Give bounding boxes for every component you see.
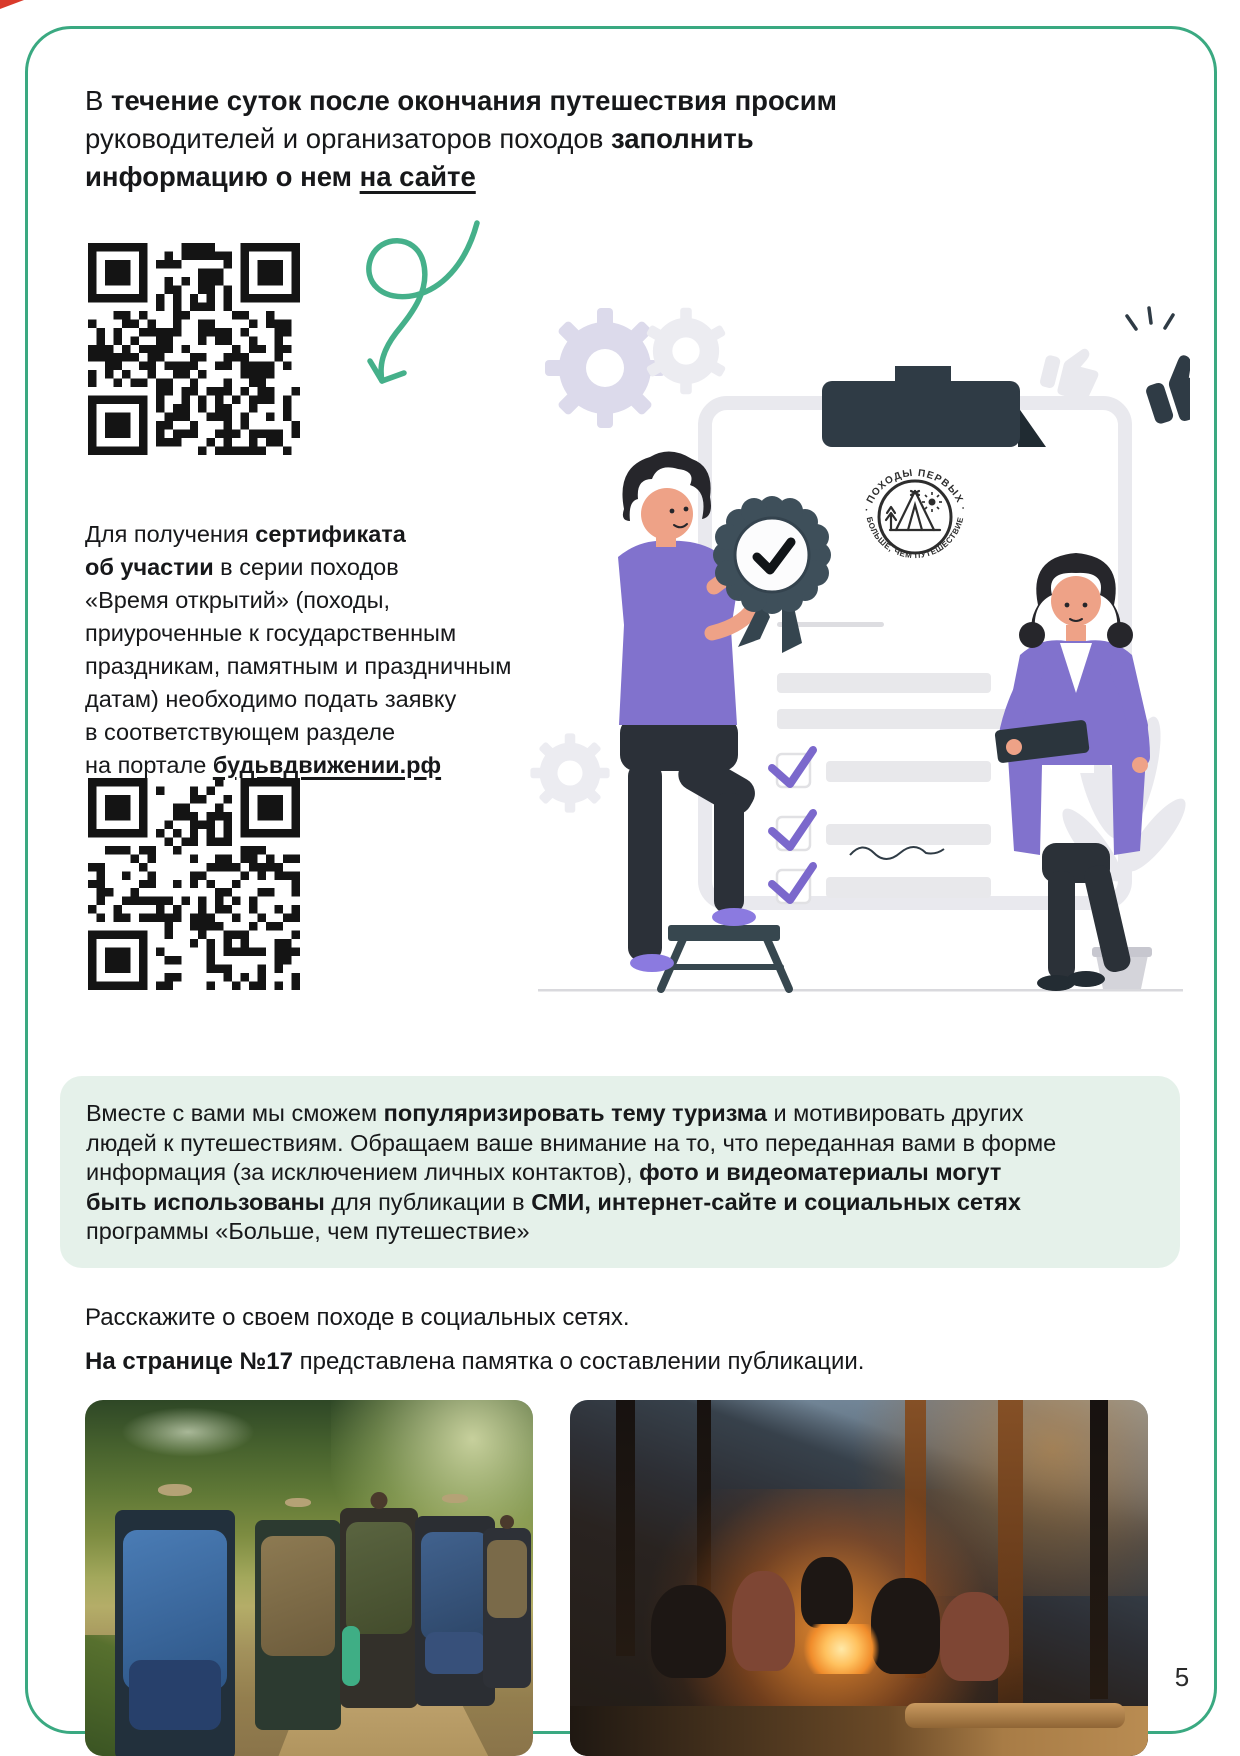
heading-text-bold: течение суток после окончания путешествия просим <box>110 85 837 116</box>
page-title <box>85 82 1085 196</box>
page-number: 5 <box>1174 1662 1190 1692</box>
heading-line-3 <box>85 158 1085 196</box>
heading-text: В <box>85 85 111 116</box>
heading-line-1 <box>85 82 1085 120</box>
photo-campfire-gathering <box>570 1400 1148 1756</box>
portal-link[interactable]: будьвдвижении.рф <box>212 752 442 778</box>
gear-icon <box>646 308 727 394</box>
heading-line-2 <box>85 120 1085 158</box>
certificate-paragraph: Для получения сертификата об участии в серии походов «Время открытий» (походы, приуроченные к государственным праздникам, памятным и праздничным датам) необходимо подать заявку в соответствующем разделе на портале будьвдвижении.рф <box>85 521 512 778</box>
stamp-text-bottom: БОЛЬШЕ, ЧЕМ ПУТЕШЕСТВИЕ <box>864 515 966 561</box>
curved-arrow-icon <box>352 215 487 410</box>
site-link[interactable]: на сайте <box>359 161 476 192</box>
stamp-text-top: · ПОХОДЫ ПЕРВЫХ · <box>861 467 969 513</box>
info-box: Вместе с вами мы сможем популяризировать тему туризма и мотивировать других людей к путешествиям. Обращаем ваше внимание на то, что переданная вами в форме информация (за исключением личных контактов), фото и видеоматериалы могут быть использованы для публикации в СМИ, интернет-сайте и социальных сетях программы «Больше, чем путешествие» <box>60 1076 1180 1268</box>
step-stool <box>661 925 789 989</box>
heading-text-bold: заполнить <box>610 123 754 154</box>
qr-code-report-form <box>88 243 300 455</box>
ground-line <box>538 989 1183 992</box>
burst-lines <box>1127 308 1173 329</box>
thumbs-up-icon <box>1139 348 1190 430</box>
heading-text-bold: информацию о нем <box>85 161 360 192</box>
photo-hikers-trail <box>85 1400 533 1756</box>
thumbs-up-icon <box>1038 340 1104 403</box>
corner-red-accent <box>0 0 24 9</box>
clipboard <box>705 366 1125 903</box>
gear-icon <box>530 733 609 812</box>
illustration-checklist-scene <box>500 295 1190 995</box>
qr-code-certificate-portal <box>88 778 300 990</box>
heading-text: руководителей и организаторов походов <box>85 123 611 154</box>
social-paragraph: Расскажите о своем походе в социальных сетях. На странице №17 представлена памятка о составлении публикации. <box>85 1304 865 1375</box>
